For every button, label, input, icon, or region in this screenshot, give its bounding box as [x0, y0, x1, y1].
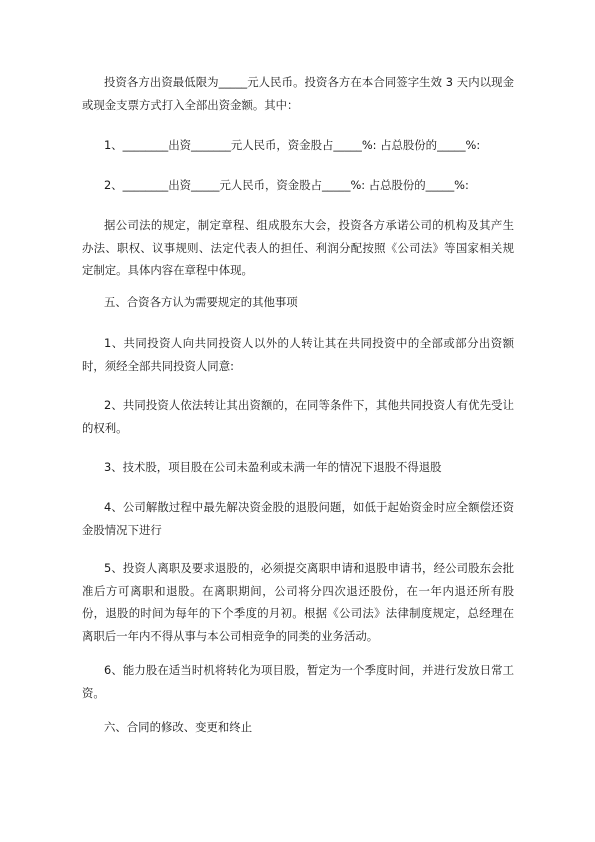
paragraph-item-3: 3、技术股，项目股在公司未盈利或未满一年的情况下退股不得退股 [104, 460, 442, 474]
paragraph-item-1: 1、共同投资人向共同投资人以外的人转让其在共同投资中的全部或部分出资额时，须经全部共同投资人同意: [82, 336, 514, 373]
paragraph-item-6: 6、能力股在适当时机将转化为项目股，暂定为一个季度时间，并进行发放日常工资。 [82, 663, 514, 700]
paragraph-capital-contribution: 投资各方出资最低限为_____元人民币。投资各方在本合同签字生效 3 天内以现金或现金支票方式打入全部出资金额。其中： [82, 75, 514, 112]
paragraph-item-5: 5、投资人离职及要求退股的，必须提交离职申请和退股申请书，经公司股东会批准后方可离职和退股。在离职期间，公司将分四次退还股份，在一年内退还所有股份，退股的时间为每年的下个季度的月初。根据《公司法》法律制度规定，总经理在离职后一年内不得从事与本公司相竞争的同类的业务活动。 [82, 561, 514, 643]
paragraph-company-law: 据公司法的规定，制定章程、组成股东大会，投资各方承诺公司的机构及其产生办法、职权、议事规则、法定代表人的担任、利润分配按照《公司法》等国家相关规定制定。具体内容在章程中体现。 [82, 218, 514, 277]
paragraph-investor-1: 1、________出资_______元人民币，资金股占_____%: 占总股份的_____%: [104, 138, 481, 152]
section-heading-5: 五、合资各方认为需要规定的其他事项 [104, 295, 298, 309]
paragraph-item-4: 4、公司解散过程中最先解决资金股的退股问题，如低于起始资金时应全额偿还资金股情况下进行 [82, 500, 514, 537]
section-heading-6: 六、合同的修改、变更和终止 [104, 720, 253, 734]
paragraph-investor-2: 2、________出资_____元人民币，资金股占_____%: 占总股份的_____%: [104, 178, 469, 192]
paragraph-item-2: 2、共同投资人依法转让其出资额的，在同等条件下，其他共同投资人有优先受让的权利。 [82, 398, 514, 435]
